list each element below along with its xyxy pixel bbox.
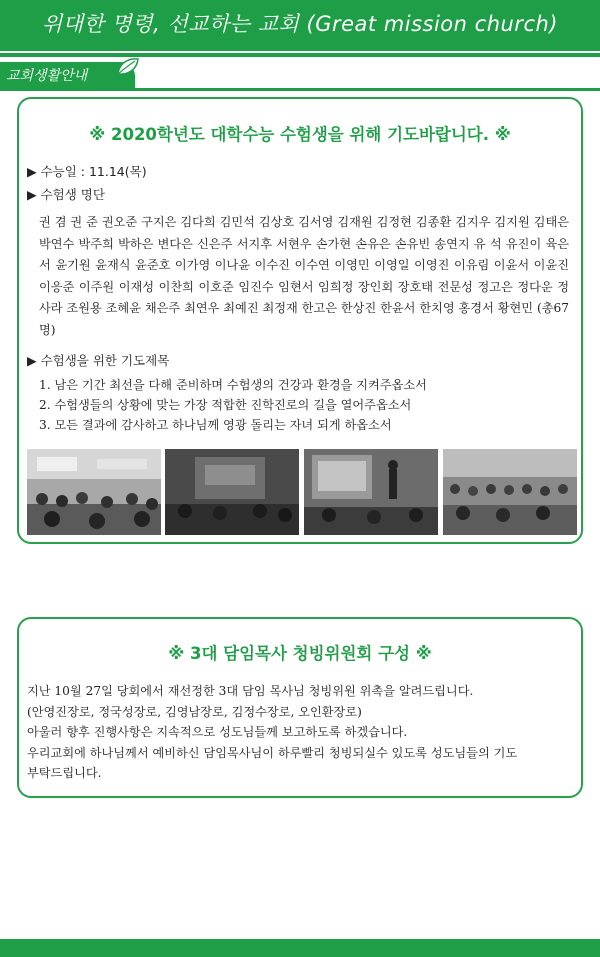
section-rule <box>0 88 600 91</box>
congregation-photo <box>443 449 577 535</box>
prayer-item: 3. 모든 결과에 감사하고 하나님께 영광 돌리는 자녀 되게 하옵소서 <box>39 418 392 432</box>
exam-date: ▶ 수능일 : 11.14(목) <box>27 164 147 179</box>
header-divider <box>0 51 600 53</box>
pastor-search-committee-card <box>17 617 583 798</box>
worship-stage-photo <box>165 449 299 535</box>
leaf-icon <box>115 56 141 78</box>
notice-line: 부탁드립니다. <box>27 766 102 780</box>
prayer-item: 2. 수험생들의 상황에 맞는 가장 적합한 진학진로의 길을 열어주옵소서 <box>39 398 412 412</box>
notice-line: (안영진장로, 정국성장로, 김영남장로, 김정수장로, 오인환장로) <box>27 704 362 719</box>
sermon-photo <box>304 449 438 535</box>
card-title: ※ 2020학년도 대학수능 수험생을 위해 기도바랍니다. ※ <box>89 125 511 144</box>
notice-line: 지난 10월 27일 당회에서 재선정한 3대 담임 목사님 청빙위원 위촉을 알려드립니다. <box>27 684 474 698</box>
prayer-meeting-photo <box>27 449 161 535</box>
prayer-item: 1. 남은 기간 최선을 다해 준비하며 수험생의 건강과 환경을 지켜주옵소서 <box>39 378 427 392</box>
prayer-list <box>39 375 569 435</box>
student-names: 권 겸 권 준 권오준 구지은 김다희 김민석 김상호 김서영 김재원 김정현 김종환 김지우 김지원 김태은 박연수 박주희 박하은 변다은 신은주 서지후 서현우 손가현 손유은 손유빈 송연지 유 석 유진이 육은서 윤기원 윤재식 윤준호 이가영 이나윤 이수진 이수연 이영민 이영일 이영진 이유림 이윤서 이윤진 이응준 이주원 이재성 이찬희 이호준 임진수 임현서 임희정 장인회 장호태 전문성 정고은 정다운 정사라 조원용 조혜윤 채은주 최연우 최예진 최정재 한고은 한상진 한윤서 한치영 홍경서 황현민 (총67명) <box>39 215 569 337</box>
committee-notice <box>27 681 575 784</box>
footer-bar <box>0 939 600 957</box>
page-header <box>0 0 600 57</box>
section-tab-label: 교회생활안내 <box>6 68 88 84</box>
notice-line: 아울러 향후 진행사항은 지속적으로 성도님들께 보고하도록 하겠습니다. <box>27 725 408 739</box>
student-list-heading: ▶ 수험생 명단 <box>27 187 105 202</box>
photo-strip <box>27 449 575 535</box>
header-title: 위대한 명령, 선교하는 교회 (Great mission church) <box>41 12 558 36</box>
suneung-prayer-card <box>17 97 583 544</box>
card-title: ※ 3대 담임목사 청빙위원회 구성 ※ <box>168 644 432 663</box>
prayer-heading: ▶ 수험생을 위한 기도제목 <box>27 353 170 368</box>
notice-line: 우리교회에 하나님께서 예비하신 담임목사님이 하루빨리 청빙되실수 있도록 성도님들의 기도 <box>27 745 518 760</box>
